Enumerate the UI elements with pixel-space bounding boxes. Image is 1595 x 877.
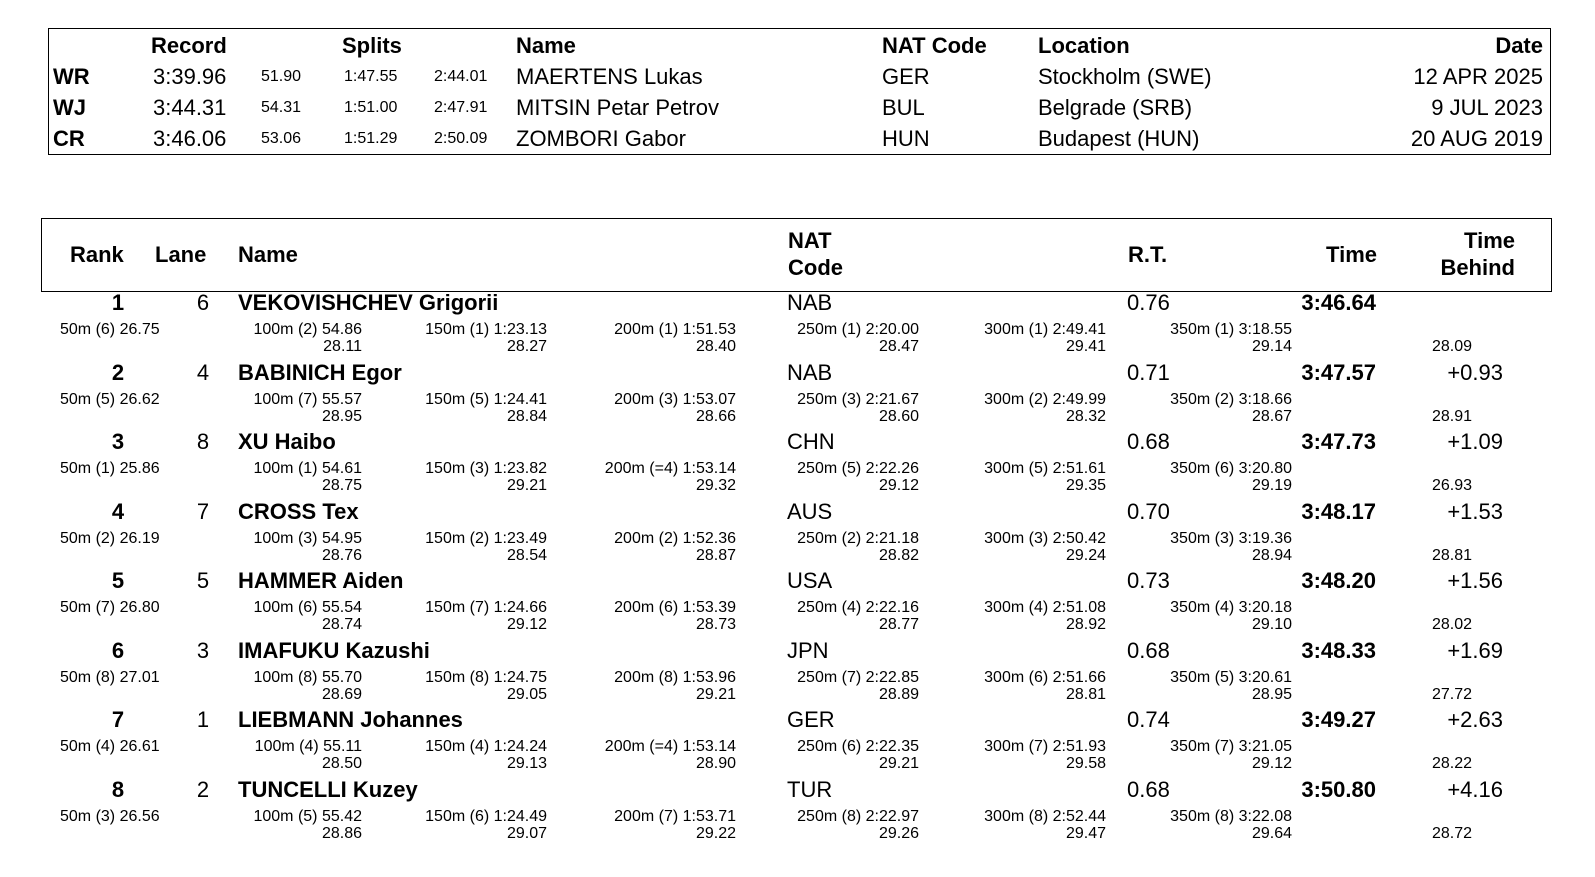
record-split: 51.90 xyxy=(261,68,302,85)
split-lap: 29.26 xyxy=(878,825,919,842)
nat-code: CHN xyxy=(787,429,835,454)
time-behind: +0.93 xyxy=(1447,360,1503,385)
split-lap: 28.67 xyxy=(1251,408,1292,425)
athlete-name: HAMMER Aiden xyxy=(238,568,404,593)
split-lap: 29.41 xyxy=(1065,338,1106,355)
nat-code: NAB xyxy=(787,360,833,385)
split-lap: 28.86 xyxy=(321,825,362,842)
record-date: 20 AUG 2019 xyxy=(1410,126,1543,151)
lane: 2 xyxy=(196,777,210,802)
reaction-time: 0.73 xyxy=(1127,568,1170,593)
split-cumulative: 350m (2) 3:18.66 xyxy=(1170,391,1292,408)
split-lap: 29.35 xyxy=(1065,477,1106,494)
split-cumulative: 350m (5) 3:20.61 xyxy=(1170,669,1292,686)
split-lap: 28.74 xyxy=(321,616,362,633)
final-time: 3:50.80 xyxy=(1301,777,1376,802)
record-label: WR xyxy=(53,64,90,89)
split-cumulative: 200m (6) 1:53.39 xyxy=(614,599,736,616)
split-lap: 29.07 xyxy=(506,825,547,842)
split-cumulative: 200m (=4) 1:53.14 xyxy=(604,460,736,477)
rank: 6 xyxy=(111,638,125,663)
record-split: 53.06 xyxy=(261,130,302,147)
records-header-date: Date xyxy=(1495,33,1543,58)
split-50m: 50m (8) 27.01 xyxy=(60,669,160,686)
split-cumulative: 200m (=4) 1:53.14 xyxy=(604,738,736,755)
record-nat: BUL xyxy=(882,95,925,120)
header-name: Name xyxy=(238,242,298,267)
reaction-time: 0.76 xyxy=(1127,290,1170,315)
rank: 1 xyxy=(111,290,125,315)
record-split: 1:51.00 xyxy=(344,99,398,116)
split-cumulative: 100m (5) 55.42 xyxy=(253,808,362,825)
split-cumulative: 300m (5) 2:51.61 xyxy=(984,460,1106,477)
final-lap: 28.22 xyxy=(1432,755,1473,772)
lane: 8 xyxy=(196,429,210,454)
record-split: 54.31 xyxy=(261,99,302,116)
split-cumulative: 250m (2) 2:21.18 xyxy=(797,530,919,547)
nat-code: TUR xyxy=(787,777,833,802)
split-cumulative: 300m (7) 2:51.93 xyxy=(984,738,1106,755)
nat-code: USA xyxy=(787,568,833,593)
reaction-time: 0.70 xyxy=(1127,499,1170,524)
split-cumulative: 200m (3) 1:53.07 xyxy=(614,391,736,408)
final-lap: 28.02 xyxy=(1432,616,1473,633)
split-lap: 28.54 xyxy=(506,547,547,564)
reaction-time: 0.68 xyxy=(1127,429,1170,454)
split-lap: 28.40 xyxy=(695,338,736,355)
record-holder-name: MAERTENS Lukas xyxy=(516,64,703,89)
record-nat: HUN xyxy=(882,126,930,151)
time-behind: +4.16 xyxy=(1447,777,1503,802)
nat-code: NAB xyxy=(787,290,833,315)
nat-code: GER xyxy=(787,707,835,732)
split-cumulative: 150m (1) 1:23.13 xyxy=(425,321,547,338)
split-cumulative: 100m (6) 55.54 xyxy=(253,599,362,616)
split-lap: 28.60 xyxy=(878,408,919,425)
split-lap: 29.12 xyxy=(878,477,919,494)
split-cumulative: 350m (3) 3:19.36 xyxy=(1170,530,1292,547)
split-lap: 29.05 xyxy=(506,686,547,703)
record-label: CR xyxy=(53,126,85,151)
split-cumulative: 250m (8) 2:22.97 xyxy=(797,808,919,825)
split-cumulative: 350m (7) 3:21.05 xyxy=(1170,738,1292,755)
split-lap: 29.24 xyxy=(1065,547,1106,564)
record-split: 2:44.01 xyxy=(434,68,488,85)
time-behind: +1.09 xyxy=(1447,429,1503,454)
record-location: Budapest (HUN) xyxy=(1038,126,1200,151)
rank: 8 xyxy=(111,777,125,802)
split-lap: 29.14 xyxy=(1251,338,1292,355)
split-cumulative: 150m (5) 1:24.41 xyxy=(425,391,547,408)
split-lap: 29.19 xyxy=(1251,477,1292,494)
split-cumulative: 350m (4) 3:20.18 xyxy=(1170,599,1292,616)
reaction-time: 0.74 xyxy=(1127,707,1170,732)
time-behind: +1.69 xyxy=(1447,638,1503,663)
split-lap: 28.32 xyxy=(1065,408,1106,425)
split-lap: 28.77 xyxy=(878,616,919,633)
split-cumulative: 250m (1) 2:20.00 xyxy=(797,321,919,338)
split-50m: 50m (4) 26.61 xyxy=(60,738,160,755)
split-lap: 28.94 xyxy=(1251,547,1292,564)
split-lap: 28.84 xyxy=(506,408,547,425)
header-lane: Lane xyxy=(155,242,207,267)
record-date: 12 APR 2025 xyxy=(1413,64,1543,89)
athlete-name: CROSS Tex xyxy=(238,499,359,524)
athlete-name: TUNCELLI Kuzey xyxy=(238,777,418,802)
split-lap: 28.11 xyxy=(323,338,362,355)
athlete-name: VEKOVISHCHEV Grigorii xyxy=(238,290,499,315)
split-lap: 29.13 xyxy=(506,755,547,772)
record-time: 3:46.06 xyxy=(153,126,227,151)
rank: 4 xyxy=(111,499,125,524)
rank: 7 xyxy=(111,707,125,732)
final-lap: 28.72 xyxy=(1432,825,1473,842)
split-lap: 29.21 xyxy=(878,755,919,772)
split-lap: 29.21 xyxy=(506,477,547,494)
reaction-time: 0.68 xyxy=(1127,777,1170,802)
split-lap: 28.50 xyxy=(321,755,362,772)
split-cumulative: 350m (1) 3:18.55 xyxy=(1170,321,1292,338)
split-cumulative: 250m (5) 2:22.26 xyxy=(797,460,919,477)
record-time: 3:39.96 xyxy=(153,64,227,89)
record-split: 1:47.55 xyxy=(344,68,398,85)
split-lap: 29.12 xyxy=(1251,755,1292,772)
split-lap: 28.27 xyxy=(506,338,547,355)
rank: 2 xyxy=(111,360,125,385)
header-behind-line1: Time xyxy=(1464,228,1515,253)
nat-code: JPN xyxy=(787,638,829,663)
split-cumulative: 250m (6) 2:22.35 xyxy=(797,738,919,755)
split-cumulative: 100m (8) 55.70 xyxy=(253,669,362,686)
split-50m: 50m (2) 26.19 xyxy=(60,530,160,547)
split-50m: 50m (1) 25.86 xyxy=(60,460,160,477)
split-lap: 28.87 xyxy=(695,547,736,564)
split-lap: 28.81 xyxy=(1065,686,1106,703)
split-cumulative: 250m (7) 2:22.85 xyxy=(797,669,919,686)
split-lap: 29.32 xyxy=(695,477,736,494)
split-lap: 28.82 xyxy=(878,547,919,564)
final-time: 3:47.73 xyxy=(1301,429,1376,454)
athlete-name: BABINICH Egor xyxy=(238,360,402,385)
split-cumulative: 300m (3) 2:50.42 xyxy=(984,530,1106,547)
final-lap: 28.91 xyxy=(1432,408,1473,425)
split-cumulative: 250m (4) 2:22.16 xyxy=(797,599,919,616)
final-lap: 27.72 xyxy=(1432,686,1473,703)
split-lap: 28.47 xyxy=(878,338,919,355)
split-lap: 28.75 xyxy=(321,477,362,494)
lane: 4 xyxy=(196,360,210,385)
split-cumulative: 150m (4) 1:24.24 xyxy=(425,738,547,755)
split-lap: 29.22 xyxy=(695,825,736,842)
final-time: 3:48.20 xyxy=(1301,568,1376,593)
split-50m: 50m (5) 26.62 xyxy=(60,391,160,408)
record-split: 2:50.09 xyxy=(434,130,488,147)
header-rt: R.T. xyxy=(1128,242,1168,267)
record-split: 2:47.91 xyxy=(434,99,488,116)
records-header-nat-code: NAT Code xyxy=(882,33,987,58)
split-lap: 28.66 xyxy=(695,408,736,425)
header-time: Time xyxy=(1326,242,1377,267)
header-rank: Rank xyxy=(70,242,124,267)
final-time: 3:49.27 xyxy=(1301,707,1376,732)
final-lap: 26.93 xyxy=(1432,477,1473,494)
record-holder-name: ZOMBORI Gabor xyxy=(516,126,686,151)
split-cumulative: 300m (4) 2:51.08 xyxy=(984,599,1106,616)
split-cumulative: 350m (6) 3:20.80 xyxy=(1170,460,1292,477)
split-cumulative: 200m (7) 1:53.71 xyxy=(614,808,736,825)
nat-code: AUS xyxy=(787,499,833,524)
header-nat-line2: Code xyxy=(788,255,843,280)
lane: 7 xyxy=(196,499,210,524)
split-lap: 29.64 xyxy=(1251,825,1292,842)
time-behind: +1.56 xyxy=(1447,568,1503,593)
split-cumulative: 100m (1) 54.61 xyxy=(253,460,362,477)
final-time: 3:48.33 xyxy=(1301,638,1376,663)
split-cumulative: 100m (2) 54.86 xyxy=(253,321,362,338)
record-location: Belgrade (SRB) xyxy=(1038,95,1193,120)
split-cumulative: 300m (1) 2:49.41 xyxy=(984,321,1106,338)
lane: 1 xyxy=(196,707,210,732)
split-cumulative: 100m (3) 54.95 xyxy=(253,530,362,547)
final-time: 3:46.64 xyxy=(1301,290,1376,315)
split-cumulative: 100m (7) 55.57 xyxy=(253,391,362,408)
split-50m: 50m (6) 26.75 xyxy=(60,321,160,338)
split-cumulative: 350m (8) 3:22.08 xyxy=(1170,808,1292,825)
lane: 6 xyxy=(196,290,210,315)
athlete-name: XU Haibo xyxy=(238,429,336,454)
split-lap: 28.89 xyxy=(878,686,919,703)
split-cumulative: 300m (2) 2:49.99 xyxy=(984,391,1106,408)
split-cumulative: 200m (8) 1:53.96 xyxy=(614,669,736,686)
rank: 3 xyxy=(111,429,125,454)
split-lap: 28.92 xyxy=(1065,616,1106,633)
split-cumulative: 200m (2) 1:52.36 xyxy=(614,530,736,547)
records-header-splits: Splits xyxy=(342,33,402,58)
final-time: 3:48.17 xyxy=(1301,499,1376,524)
final-lap: 28.09 xyxy=(1432,338,1473,355)
header-nat-line1: NAT xyxy=(788,228,832,253)
athlete-name: LIEBMANN Johannes xyxy=(238,707,463,732)
split-cumulative: 250m (3) 2:21.67 xyxy=(797,391,919,408)
split-lap: 28.90 xyxy=(695,755,736,772)
split-cumulative: 150m (6) 1:24.49 xyxy=(425,808,547,825)
record-holder-name: MITSIN Petar Petrov xyxy=(516,95,719,120)
split-lap: 28.95 xyxy=(1251,686,1292,703)
split-50m: 50m (3) 26.56 xyxy=(60,808,160,825)
lane: 3 xyxy=(196,638,210,663)
record-time: 3:44.31 xyxy=(153,95,227,120)
athlete-name: IMAFUKU Kazushi xyxy=(238,638,430,663)
records-header-name: Name xyxy=(516,33,576,58)
header-behind-line2: Behind xyxy=(1440,255,1515,280)
split-lap: 28.73 xyxy=(695,616,736,633)
reaction-time: 0.68 xyxy=(1127,638,1170,663)
split-cumulative: 150m (3) 1:23.82 xyxy=(425,460,547,477)
reaction-time: 0.71 xyxy=(1127,360,1170,385)
final-time: 3:47.57 xyxy=(1301,360,1376,385)
record-split: 1:51.29 xyxy=(344,130,398,147)
time-behind: +2.63 xyxy=(1447,707,1503,732)
split-cumulative: 300m (6) 2:51.66 xyxy=(984,669,1106,686)
split-cumulative: 150m (2) 1:23.49 xyxy=(425,530,547,547)
split-lap: 29.21 xyxy=(695,686,736,703)
split-lap: 29.12 xyxy=(506,616,547,633)
record-location: Stockholm (SWE) xyxy=(1038,64,1212,89)
split-cumulative: 100m (4) 55.11 xyxy=(254,738,362,755)
split-lap: 28.95 xyxy=(321,408,362,425)
time-behind: +1.53 xyxy=(1447,499,1503,524)
split-cumulative: 150m (7) 1:24.66 xyxy=(425,599,547,616)
split-lap: 29.10 xyxy=(1251,616,1292,633)
lane: 5 xyxy=(196,568,210,593)
split-cumulative: 200m (1) 1:51.53 xyxy=(614,321,736,338)
record-label: WJ xyxy=(53,95,86,120)
record-date: 9 JUL 2023 xyxy=(1431,95,1543,120)
final-lap: 28.81 xyxy=(1432,547,1473,564)
records-header-record: Record xyxy=(151,33,227,58)
split-50m: 50m (7) 26.80 xyxy=(60,599,160,616)
rank: 5 xyxy=(111,568,125,593)
split-cumulative: 150m (8) 1:24.75 xyxy=(425,669,547,686)
split-lap: 29.47 xyxy=(1065,825,1106,842)
split-lap: 29.58 xyxy=(1065,755,1106,772)
split-lap: 28.69 xyxy=(321,686,362,703)
split-cumulative: 300m (8) 2:52.44 xyxy=(984,808,1106,825)
record-nat: GER xyxy=(882,64,930,89)
split-lap: 28.76 xyxy=(321,547,362,564)
records-header-location: Location xyxy=(1038,33,1130,58)
